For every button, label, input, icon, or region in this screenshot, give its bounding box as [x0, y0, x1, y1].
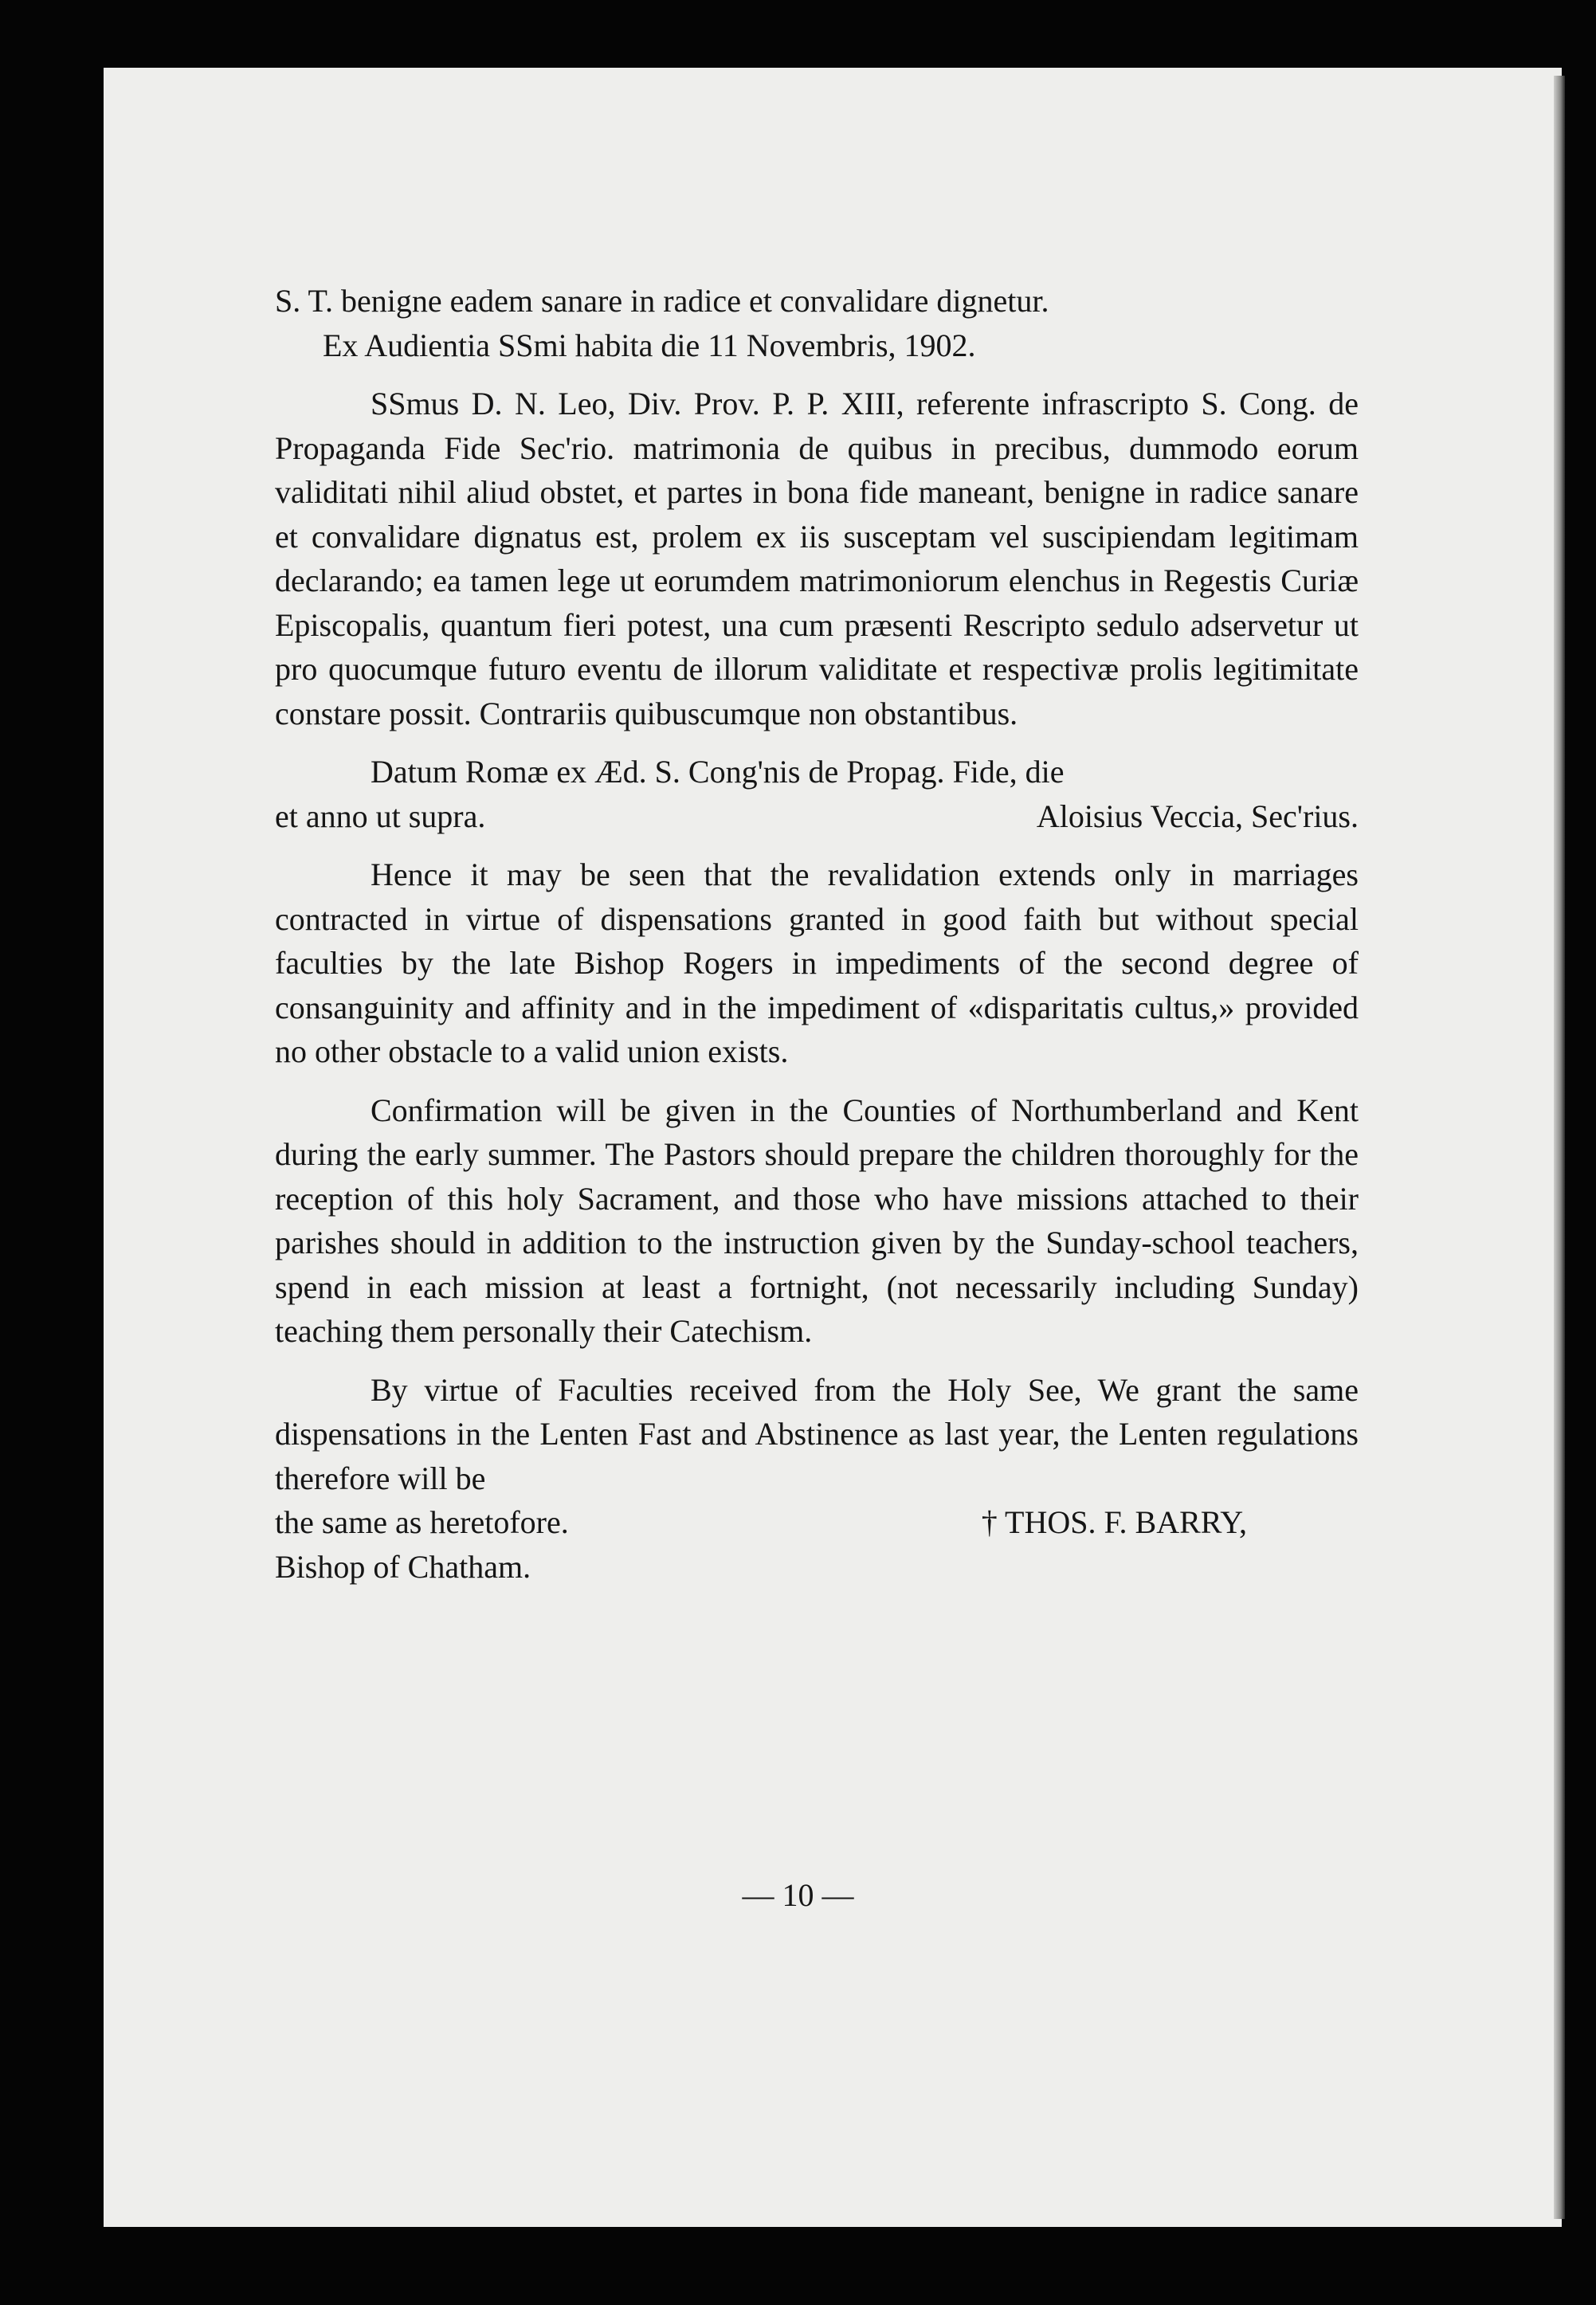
closing-line — [275, 1500, 1359, 1545]
paragraph-faculties: By virtue of Faculties received from the Holy See, We grant the same dispensations in the Lenten Fast and Abstinence as last year, the Lenten regulations therefore will be — [275, 1371, 1359, 1496]
paragraph-rescript: SSmus D. N. Leo, Div. Prov. P. P. XIII, referente infrascripto S. Cong. de Propaganda Fide Sec'rio. matrimonia de quibus in precibus, dummodo eorum validitati nihil aliud obstet, et partes in bona fide maneant, benigne in radice sanare et convalidare dignatus est, prolem ex iis susceptam vel suscipiendam legitimam declarando; ea tamen lege ut eorumdem matrimoniorum elenchus in Regestis Curiæ Episcopalis, quantum fieri potest, una cum præsenti Rescripto sedulo adservetur ut pro quocumque futuro eventu de illorum validitate et respectivæ prolis legitimitate constare possit. Contrariis quibuscumque non obstantibus. — [275, 386, 1359, 731]
page-number: — 10 — — [742, 1877, 854, 1913]
paragraph-datum: Datum Romæ ex Æd. S. Cong'nis de Propag. Fide, die — [371, 754, 1065, 790]
datum-line-left: et anno ut supra. — [275, 798, 486, 834]
paragraph-audience: Ex Audientia SSmi habita die 11 Novembris, 1902. — [323, 327, 976, 363]
paragraph-confirmation: Confirmation will be given in the Counties of Northumberland and Kent during the early summer. The Pastors should prepare the children thoroughly for the reception of this holy Sacrament, and those who have missions attached to their parishes should in addition to the instruction given by the Sunday-school teachers, spend in each mission at least a fortnight, (not necessarily including Sunday) teaching them personally their Catechism. — [275, 1092, 1359, 1349]
datum-line — [275, 794, 1359, 839]
bishop-signature: † THOS. F. BARRY, — [981, 1504, 1247, 1540]
bishop-title: Bishop of Chatham. — [275, 1548, 531, 1585]
paragraph-line-1: S. T. benigne eadem sanare in radice et convalidare dignetur. — [275, 283, 1049, 319]
paragraph-revalidation: Hence it may be seen that the revalidation extends only in marriages contracted in virtue of dispensations granted in good faith but without special faculties by the late Bishop Rogers in impediments of the second degree of consanguinity and affinity and in the impediment of «disparitatis cultus,» provided no other obstacle to a valid union exists. — [275, 857, 1359, 1069]
closing-line-left: the same as heretofore. — [275, 1504, 569, 1540]
secretary-signature: Aloisius Veccia, Sec'rius. — [1036, 798, 1359, 834]
document-body — [275, 279, 1359, 1589]
